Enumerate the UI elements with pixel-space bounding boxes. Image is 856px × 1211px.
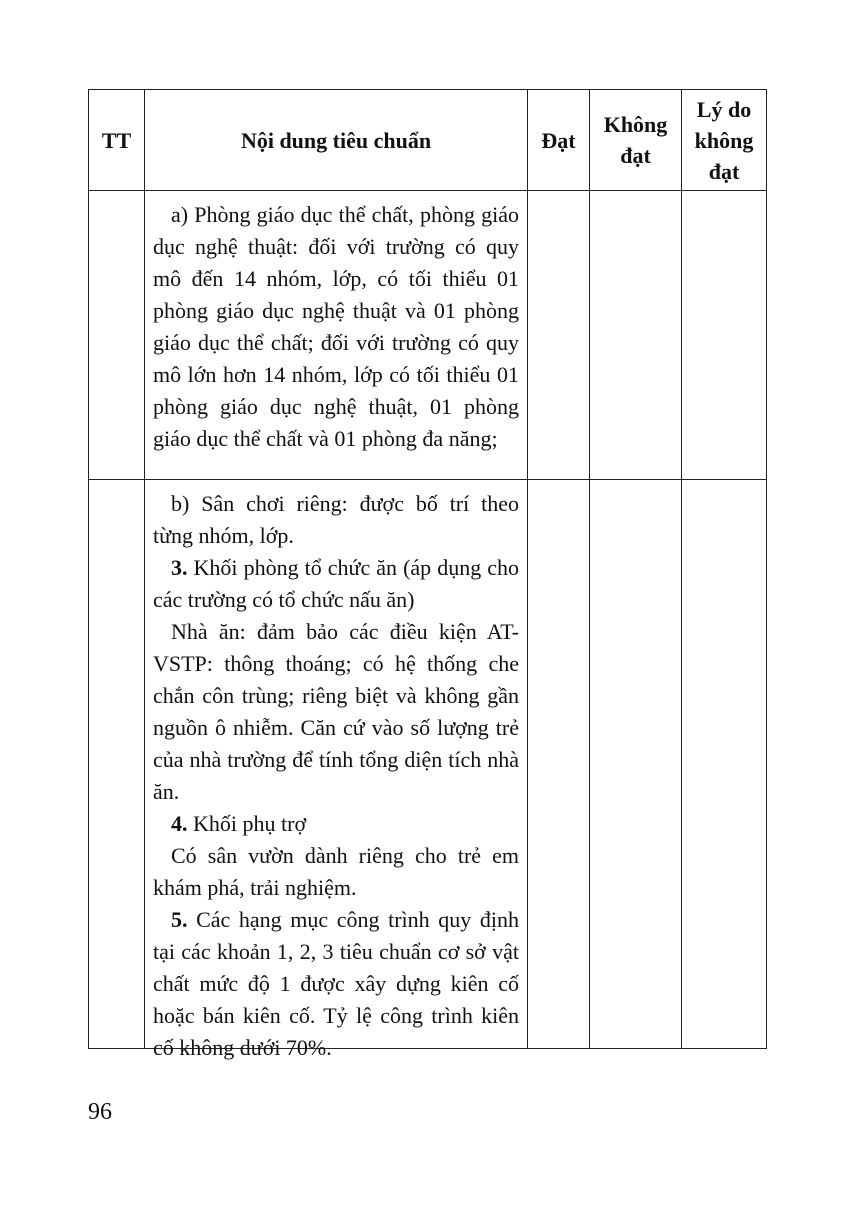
header-content: Nội dung tiêu chuẩn	[145, 90, 528, 191]
item-5-number: 5.	[171, 907, 188, 932]
paragraph-b: b) Sân chơi riêng: được bố trí theo từng nhóm, lớp.	[153, 491, 519, 548]
page-number: 96	[88, 1099, 112, 1125]
item-4-number: 4.	[171, 811, 188, 836]
paragraph-nha-an: Nhà ăn: đảm bảo các điều kiện AT-VSTP: thông thoáng; có hệ thống che chắn côn trùng; riêng biệt và không gần nguồn ô nhiễm. Căn cứ vào số lượng trẻ của nhà trường để tính tổng diện tích nhà ăn.	[153, 619, 519, 804]
cell-dat	[528, 480, 590, 1049]
header-tt: TT	[89, 90, 145, 191]
table-row	[89, 191, 767, 480]
paragraph-san-vuon: Có sân vườn dành riêng cho trẻ em khám phá, trải nghiệm.	[153, 843, 519, 900]
item-4-text: Khối phụ trợ	[187, 811, 307, 836]
item-3-number: 3.	[171, 555, 188, 580]
cell-content	[145, 480, 528, 1060]
cell-dat	[528, 191, 590, 480]
item-3-text: Khối phòng tổ chức ăn (áp dụng cho các trường có tổ chức nấu ăn)	[153, 555, 519, 612]
header-ly-do: Lý do không đạt	[682, 90, 767, 191]
cell-khong-dat	[590, 480, 682, 1049]
item-5-text: Các hạng mục công trình quy định tại các khoản 1, 2, 3 tiêu chuẩn cơ sở vật chất mức độ 1 được xây dựng kiên cố hoặc bán kiên cố. Tỷ lệ công trình kiên cố không dưới 70%.	[153, 907, 519, 1060]
paragraph-a: a) Phòng giáo dục thể chất, phòng giáo dục nghệ thuật: đối với trường có quy mô đến 14 nhóm, lớp, có tối thiểu 01 phòng giáo dục nghệ thuật và 01 phòng giáo dục thể chất; đối với trường có quy mô lớn hơn 14 nhóm, lớp có tối thiểu 01 phòng giáo dục nghệ thuật, 01 phòng giáo dục thể chất và 01 phòng đa năng;	[153, 202, 519, 451]
cell-ly-do	[682, 191, 767, 480]
item-5	[153, 904, 519, 1064]
item-4	[153, 808, 519, 840]
cell-ly-do	[682, 480, 767, 1049]
item-3	[153, 552, 519, 616]
criteria-table	[88, 89, 767, 1060]
cell-content	[145, 191, 528, 480]
cell-khong-dat	[590, 191, 682, 480]
table-row	[89, 480, 767, 1049]
header-dat: Đạt	[528, 90, 590, 191]
cell-tt	[89, 480, 145, 1049]
header-row	[89, 90, 767, 191]
cell-tt	[89, 191, 145, 480]
header-khong-dat: Không đạt	[590, 90, 682, 191]
